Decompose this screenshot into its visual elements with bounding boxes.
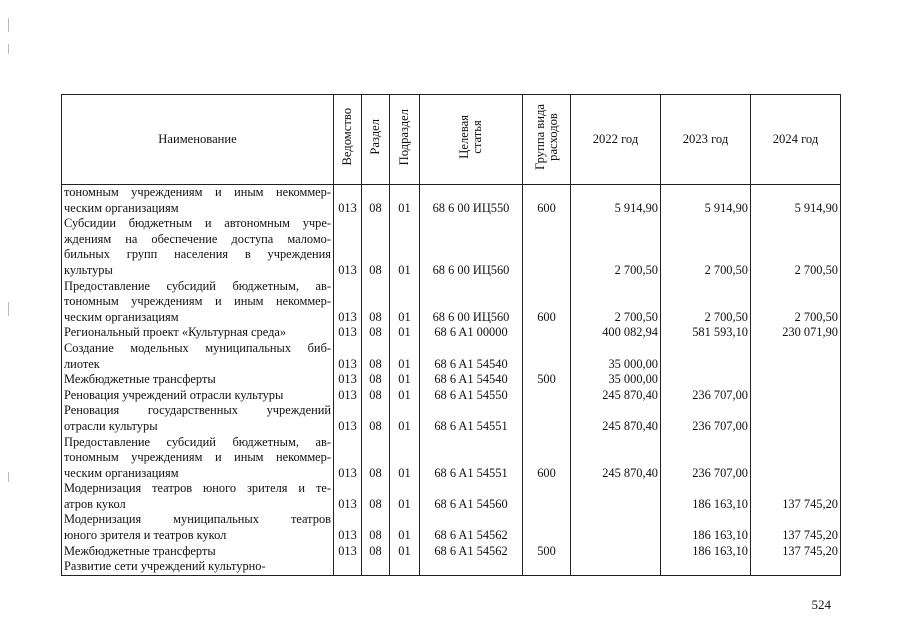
row-expense-group: 600 <box>523 435 571 482</box>
row-name-line: атров кукол <box>64 496 126 511</box>
row-section <box>362 559 390 575</box>
row-target-article: 68 6 A1 54540 <box>420 341 523 372</box>
row-amount-2023: 186 163,10 <box>661 481 751 512</box>
row-name-line: Межбюджетные трансферты <box>64 372 216 387</box>
row-amount-2022 <box>571 544 661 560</box>
header-ministry: Ведомство <box>334 95 362 185</box>
row-name <box>62 325 334 341</box>
table-header-row <box>62 95 841 185</box>
scan-edge-mark <box>8 44 9 54</box>
row-target-article: 68 6 A1 54551 <box>420 403 523 434</box>
row-name <box>62 403 334 434</box>
row-amount-2023: 2 700,50 <box>661 216 751 278</box>
row-name-line: лиотек <box>64 356 100 371</box>
row-amount-2024 <box>751 341 841 372</box>
row-name <box>62 388 334 404</box>
row-amount-2024 <box>751 435 841 482</box>
row-name-line: Реновация учреждений отрасли культуры <box>64 387 284 402</box>
row-name <box>62 544 334 560</box>
row-name-line: тономным учреждениям и иным некоммер- <box>64 294 331 309</box>
row-name <box>62 435 334 482</box>
row-name <box>62 481 334 512</box>
row-name-line: Предоставление субсидий бюджетным, ав- <box>64 278 331 293</box>
row-section: 08 <box>362 341 390 372</box>
scan-edge-mark <box>8 472 9 482</box>
row-name <box>62 559 334 575</box>
row-expense-group <box>523 512 571 543</box>
row-expense-group: 600 <box>523 185 571 217</box>
row-ministry: 013 <box>334 512 362 543</box>
row-name-line: ческим организациям <box>64 465 179 480</box>
row-name <box>62 216 334 278</box>
row-target-article: 68 6 A1 54540 <box>420 372 523 388</box>
page-number: 524 <box>811 597 831 612</box>
row-target-article: 68 6 00 ИЦ560 <box>420 216 523 278</box>
row-amount-2023 <box>661 341 751 372</box>
row-expense-group <box>523 341 571 372</box>
row-target-article: 68 6 A1 54562 <box>420 544 523 560</box>
row-amount-2024 <box>751 372 841 388</box>
row-section: 08 <box>362 279 390 326</box>
row-expense-group <box>523 403 571 434</box>
row-amount-2023: 186 163,10 <box>661 512 751 543</box>
row-expense-group: 500 <box>523 372 571 388</box>
table-row <box>62 403 841 434</box>
row-section: 08 <box>362 481 390 512</box>
row-amount-2022 <box>571 559 661 575</box>
row-section: 08 <box>362 435 390 482</box>
table-row <box>62 435 841 482</box>
row-amount-2023: 236 707,00 <box>661 435 751 482</box>
row-name-line: ческим организациям <box>64 309 179 324</box>
row-ministry: 013 <box>334 435 362 482</box>
row-target-article: 68 6 A1 54560 <box>420 481 523 512</box>
row-amount-2023: 236 707,00 <box>661 403 751 434</box>
row-subsection: 01 <box>390 512 420 543</box>
table-row <box>62 185 841 217</box>
row-subsection: 01 <box>390 481 420 512</box>
table-body <box>62 185 841 576</box>
row-ministry: 013 <box>334 216 362 278</box>
row-subsection: 01 <box>390 544 420 560</box>
row-section: 08 <box>362 388 390 404</box>
row-amount-2024: 137 745,20 <box>751 544 841 560</box>
row-name <box>62 279 334 326</box>
row-amount-2022: 400 082,94 <box>571 325 661 341</box>
row-amount-2022: 245 870,40 <box>571 435 661 482</box>
table-row <box>62 341 841 372</box>
row-amount-2022 <box>571 481 661 512</box>
row-ministry: 013 <box>334 481 362 512</box>
scan-edge-mark <box>8 302 9 316</box>
row-amount-2024 <box>751 559 841 575</box>
row-amount-2024: 230 071,90 <box>751 325 841 341</box>
row-section: 08 <box>362 372 390 388</box>
row-amount-2024: 137 745,20 <box>751 481 841 512</box>
table-row <box>62 325 841 341</box>
row-subsection: 01 <box>390 403 420 434</box>
row-subsection: 01 <box>390 435 420 482</box>
row-name-line: тономным учреждениям и иным некоммер- <box>64 185 331 199</box>
row-section: 08 <box>362 403 390 434</box>
row-name-line: ческим организациям <box>64 200 179 215</box>
table-row <box>62 559 841 575</box>
row-expense-group: 600 <box>523 279 571 326</box>
row-section: 08 <box>362 512 390 543</box>
header-2023: 2023 год <box>661 95 751 185</box>
row-subsection: 01 <box>390 372 420 388</box>
row-amount-2022: 245 870,40 <box>571 403 661 434</box>
row-amount-2023: 2 700,50 <box>661 279 751 326</box>
row-amount-2022: 245 870,40 <box>571 388 661 404</box>
row-name-line: Создание модельных муниципальных биб- <box>64 340 331 355</box>
table-row <box>62 216 841 278</box>
row-target-article <box>420 559 523 575</box>
row-amount-2024: 2 700,50 <box>751 279 841 326</box>
row-subsection: 01 <box>390 341 420 372</box>
row-expense-group <box>523 559 571 575</box>
row-amount-2022: 2 700,50 <box>571 216 661 278</box>
row-section: 08 <box>362 325 390 341</box>
row-name <box>62 341 334 372</box>
row-subsection: 01 <box>390 388 420 404</box>
table-row <box>62 544 841 560</box>
scan-edge-mark <box>8 18 9 32</box>
row-target-article: 68 6 A1 00000 <box>420 325 523 341</box>
row-name-line: Развитие сети учреждений культурно- <box>64 559 266 574</box>
row-amount-2023 <box>661 559 751 575</box>
row-amount-2023: 581 593,10 <box>661 325 751 341</box>
row-name-line: отрасли культуры <box>64 418 158 433</box>
row-name <box>62 372 334 388</box>
row-amount-2022 <box>571 512 661 543</box>
row-name-line: Региональный проект «Культурная среда» <box>64 325 287 340</box>
row-target-article: 68 6 A1 54550 <box>420 388 523 404</box>
row-ministry: 013 <box>334 544 362 560</box>
row-name-line: Предоставление субсидий бюджетным, ав- <box>64 434 331 449</box>
header-section: Раздел <box>362 95 390 185</box>
header-2022: 2022 год <box>571 95 661 185</box>
table-row <box>62 372 841 388</box>
row-amount-2022: 2 700,50 <box>571 279 661 326</box>
row-name-line: тономным учреждениям и иным некоммер- <box>64 450 331 465</box>
row-target-article: 68 6 A1 54562 <box>420 512 523 543</box>
row-subsection <box>390 559 420 575</box>
row-amount-2024: 137 745,20 <box>751 512 841 543</box>
row-name <box>62 185 334 217</box>
row-name-line: Субсидии бюджетным и автономным учре- <box>64 216 331 231</box>
row-name-line: Модернизация театров юного зрителя и те- <box>64 481 331 496</box>
row-expense-group <box>523 216 571 278</box>
row-ministry: 013 <box>334 185 362 217</box>
row-amount-2023: 5 914,90 <box>661 185 751 217</box>
row-subsection: 01 <box>390 279 420 326</box>
row-amount-2024 <box>751 403 841 434</box>
row-name-line: бильных групп населения в учреждения <box>64 247 331 262</box>
row-ministry: 013 <box>334 403 362 434</box>
row-ministry: 013 <box>334 279 362 326</box>
table-row <box>62 388 841 404</box>
row-amount-2024: 2 700,50 <box>751 216 841 278</box>
table-row <box>62 512 841 543</box>
row-subsection: 01 <box>390 185 420 217</box>
row-name-line: Реновация государственных учреждений <box>64 403 331 418</box>
row-amount-2022: 35 000,00 <box>571 372 661 388</box>
row-subsection: 01 <box>390 325 420 341</box>
row-target-article: 68 6 00 ИЦ560 <box>420 279 523 326</box>
row-section: 08 <box>362 544 390 560</box>
row-amount-2023: 236 707,00 <box>661 388 751 404</box>
header-expense-group: Группа вида расходов <box>523 95 571 185</box>
row-amount-2024 <box>751 388 841 404</box>
row-name <box>62 512 334 543</box>
row-expense-group <box>523 325 571 341</box>
row-amount-2022: 35 000,00 <box>571 341 661 372</box>
row-name-line: ждениям на обеспечение доступа маломо- <box>64 231 331 246</box>
row-subsection: 01 <box>390 216 420 278</box>
row-section: 08 <box>362 185 390 217</box>
row-ministry: 013 <box>334 341 362 372</box>
row-amount-2023: 186 163,10 <box>661 544 751 560</box>
table-row <box>62 481 841 512</box>
row-expense-group <box>523 481 571 512</box>
row-name-line: Межбюджетные трансферты <box>64 543 216 558</box>
row-expense-group <box>523 388 571 404</box>
row-section: 08 <box>362 216 390 278</box>
row-target-article: 68 6 A1 54551 <box>420 435 523 482</box>
budget-table <box>61 94 841 576</box>
header-name: Наименование <box>62 95 334 185</box>
row-ministry: 013 <box>334 325 362 341</box>
row-target-article: 68 6 00 ИЦ550 <box>420 185 523 217</box>
header-subsection: Подраздел <box>390 95 420 185</box>
row-amount-2023 <box>661 372 751 388</box>
table-row <box>62 279 841 326</box>
row-name-line: юного зрителя и театров кукол <box>64 528 227 543</box>
row-name-line: культуры <box>64 262 113 277</box>
row-ministry <box>334 559 362 575</box>
row-name-line: Модернизация муниципальных театров <box>64 512 331 527</box>
row-ministry: 013 <box>334 372 362 388</box>
header-2024: 2024 год <box>751 95 841 185</box>
header-target-article: Целевая статья <box>420 95 523 185</box>
row-expense-group: 500 <box>523 544 571 560</box>
row-amount-2024: 5 914,90 <box>751 185 841 217</box>
row-ministry: 013 <box>334 388 362 404</box>
row-amount-2022: 5 914,90 <box>571 185 661 217</box>
